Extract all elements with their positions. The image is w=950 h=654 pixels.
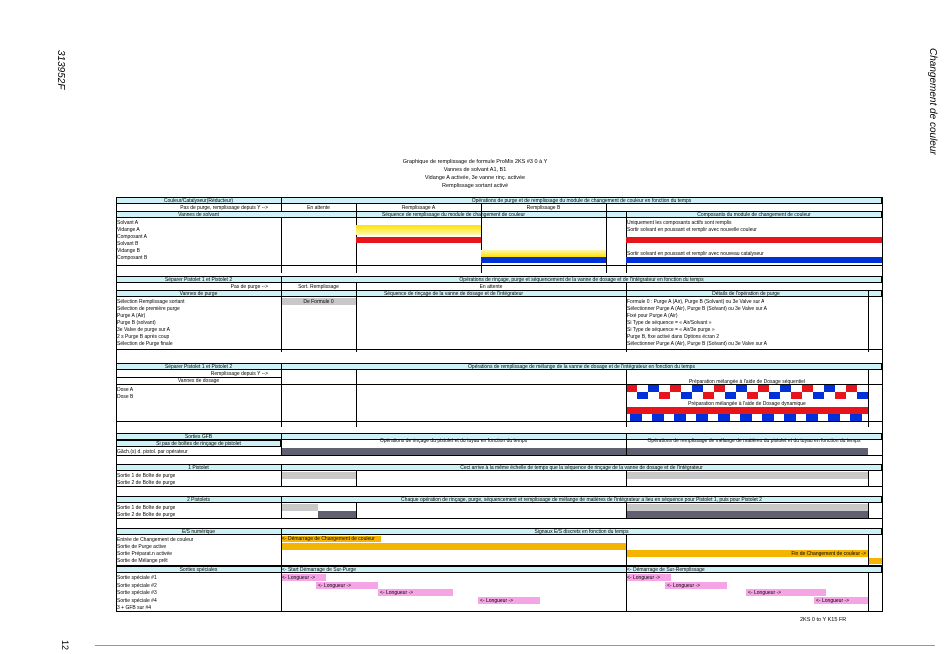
- dose-a-segment: [626, 385, 637, 392]
- fill-chart: Couleur/Catalyseur(Réducteur) Opérations de purge et de remplissage du module de changement de couleur en fonction du temps Pas de purge, remplissage depuis Y --> En attente Remplissage A Remplissage B Vannes de solvant Séquence de remplissage du module de changement de couleur Composants du module de changement de couleur Solvant A Vidange A Composant A Solvant B Vidange B Composant B Uniquement les composants actifs sont remplis Sortir solvant en poussant et remplir avec nouvelle couleur Sortir solvant en poussant et remplir avec nouveau catalyseur Séparer Pistolet 1 et Pistolet 2 Opérations de rinçage, purge et séquencement de la vanne de dosage et de l'intégrateur en fonction du temps Pas de purge --> Sort. Remplissage En attente Vannes de purge Séquence de rinçage de la vanne de dosage et de l'intégrateur Détails de l'opération de purge De Formule 0 Sélection Remplissage sortant Sélection de première purge Purge A (Air) Purge B (solvant) 3e Valve de purge sur A 2 s Purge B après coup Sélection de Purge finale Formule 0 : Purge A (Air), Purge B (Solvant) ou 3e Valve sur A Sélectionner Purge A (Air), Purge B (Solvant) ou 3e Valve sur A Fixé pour Purge A (Air) Si Type de séquence = « Air/Solvant » Si Type de séquence = « Air/3e purge » Purge B, fixe activé dans Options écran 2 Sélectionner Purge A (Air), Purge B (Solvant) ou 3e Valve sur A Séparer Pistolet 1 et Pistolet 2 Opérations de remplissage de mélange de la vanne de dosage et de l'intégrateur en fonction du temps Remplissage depuis Y --> Vannes de dosage Dose A Dose B Préparation mélangée à l'aide de Dosage séquentiel Préparation mélangée à l'aide de Dosage dynamique Sorties GFB Opérations de rinçage du pistolet et du tuyau en fonction du temps Opérations de remplissage de mélange de matières du pistolet et du tuyau en fonction du temps Si pas de boîtes de rinçage de pistolet Gâch.(s) d. pistol. par opérateur 1 Pistolet Ceci arrive à la même échelle de temps que la séquence de rinçage de la vanne de dosage et de l'intégrateur Sortie 1 de Boîte de purge Sortie 2 de Boîte de purge 2 Pistolets Chaque opération de rinçage, purge, séquencement et remplissage de mélange de matières de l'intégrateur a lieu en séquence pour Pistolet 1, puis pour Pistolet 2 Sortie 1 de Boîte de purge Sortie 2 de Boîte de purge E/S numérique Signaux E/S discrets en fonction du temps Entrée de Changement de couleur Sortie de Purge active Sortie Préparat.n activée Sortie de Mélange prêt <- Démarrage de Changement de couleur Fin de Changement de couleur -> Sorties spéciales <- Start Démarrage de Sur-Purge <- Démarrage de Sur-Remplissage Sortie spéciale #1 Sortie spéciale #2 Sortie spéciale #3 Sortie spéciale #4 3 + GFB sur #4 <- Longueur -> <- Longueur -> <- Longueur -> <- Longueur -> <- Longueur -> <- Longueur -> <- Longueur -> <- Longueur ->: [116, 197, 882, 617]
- s1-col-rempl-a: Remplissage A: [401, 204, 436, 211]
- title-line-4: Remplissage sortant activé: [441, 183, 509, 189]
- s1-note-1: Uniquement les composants actifs sont remplis: [627, 220, 732, 226]
- s7-row-2: Sortie de Purge active: [117, 544, 167, 550]
- s5-row-2: Sortie 2 de Boîte de purge: [117, 480, 176, 486]
- dynamic-dose-b-pulse: [784, 414, 796, 421]
- dose-a-segment: [758, 385, 769, 392]
- dose-a-segment: [714, 385, 725, 392]
- s8-row-3: Sortie spéciale #3: [117, 590, 157, 596]
- s3-row-dose-a: Dose A: [117, 387, 134, 393]
- s1-header-right: Opérations de purge et de remplissage du module de changement de couleur en fonction du temps: [471, 197, 692, 204]
- s2-row-6: 2 s Purge B après coup: [117, 334, 170, 340]
- s1-row-composant-a: Composant A: [117, 234, 148, 240]
- s5-bar-1b: [626, 472, 868, 479]
- dose-b-segment: [659, 392, 670, 399]
- s4-row: Gâch.(s) d. pistol. par opérateur: [117, 449, 188, 455]
- s2-note-2: Sélectionner Purge A (Air), Purge B (Solvant) ou 3e Valve sur A: [627, 306, 767, 312]
- s7-row-3: Sortie Préparat.n activée: [117, 551, 173, 557]
- dose-b-segment: [681, 392, 692, 399]
- s8-row-2: Sortie spéciale #2: [117, 582, 157, 589]
- footer-rule: [95, 645, 935, 646]
- s2-row-1: Sélection Remplissage sortant: [117, 299, 185, 305]
- dynamic-dose-b-pulse: [718, 414, 730, 421]
- s7-start-label: <- Démarrage de Changement de couleur: [282, 536, 375, 542]
- s7-row-1: Entrée de Changement de couleur: [117, 537, 194, 543]
- s6-bar-1b: [626, 504, 868, 511]
- dose-a-segment: [736, 385, 747, 392]
- s1-sub-left: Pas de purge, remplissage depuis Y -->: [180, 204, 268, 211]
- s5-header-right: Ceci arrive à la même échelle de temps que la séquence de rinçage de la vanne de dosage et de l'intégrateur: [460, 464, 703, 471]
- s1-composants: Composants du module de changement de couleur: [697, 211, 811, 218]
- s6-row-1: Sortie 1 de Boîte de purge: [117, 505, 176, 511]
- s2-row-5: 3e Valve de purge sur A: [117, 327, 170, 333]
- dynamic-dose-b-pulse: [740, 414, 752, 421]
- s1-header-left: Couleur/Catalyseur(Réducteur): [163, 197, 234, 204]
- s2-sequence: Séquence de rinçage de la vanne de dosage et de l'intégrateur: [383, 290, 524, 297]
- dynamic-dose-b-pulse: [762, 414, 774, 421]
- s2-col-attente: En attente: [479, 283, 503, 290]
- s6-bar-1a: [281, 504, 318, 511]
- s3-header-right: Opérations de remplissage de mélange de la vanne de dosage et de l'intégrateur en fonction du temps: [468, 363, 695, 370]
- s1-bar-composant-b: [481, 257, 606, 263]
- title-line-3: Vidange A activée, 3e vanne rinç. activée: [424, 175, 526, 181]
- dose-b-segment: [703, 392, 714, 399]
- dose-a-segment: [780, 385, 791, 392]
- s8-start-purge: <- Start Démarrage de Sur-Purge: [282, 566, 357, 573]
- s5-row-1: Sortie 1 de Boîte de purge: [117, 473, 176, 479]
- dynamic-dose-b-pulse: [630, 414, 642, 421]
- dose-b-segment: [835, 392, 846, 399]
- s2-note-5: Si Type de séquence = « Air/3e purge »: [627, 327, 715, 333]
- s7-header-right: Signaux E/S discrets en fonction du temps: [534, 528, 629, 535]
- s2-note-7: Sélectionner Purge A (Air), Purge B (Solvant) ou 3e Valve sur A: [627, 341, 767, 347]
- dose-b-segment: [857, 392, 868, 399]
- s1-bar-vidange-b: [481, 250, 606, 257]
- s2-details: Détails de l'opération de purge: [712, 290, 780, 297]
- s5-bar-1a: [281, 472, 356, 479]
- dose-a-segment: [692, 385, 703, 392]
- dynamic-dose-b-pulse: [806, 414, 818, 421]
- s3-sequential-dosing: [626, 385, 868, 399]
- s4-header-right: Opérations de remplissage de mélange de matières du pistolet et du tuyau en fonction du temps: [647, 437, 861, 444]
- s8-row-1: Sortie spéciale #1: [117, 575, 157, 581]
- s7-end-label: Fin de Changement de couleur ->: [791, 551, 866, 557]
- s1-col-rempl-b: Remplissage B: [526, 204, 561, 211]
- s6-bar-2b: [626, 511, 868, 518]
- dynamic-dose-a: [626, 407, 868, 414]
- dose-a-segment: [824, 385, 835, 392]
- dose-b-segment: [637, 392, 648, 399]
- footer-code: 2KS 0 to Y K15 FR: [800, 617, 847, 623]
- s1-note-2: Sortir solvant en poussant et remplir avec nouvelle couleur: [627, 227, 757, 233]
- s4-header-left: Sorties GFB: [184, 433, 213, 440]
- s7-header-left: E/S numérique: [181, 528, 216, 535]
- s7-row-4: Sortie de Mélange prêt: [117, 558, 168, 564]
- dynamic-dose-b-pulse: [674, 414, 686, 421]
- s8-start-fill: <- Démarrage de Sur-Remplissage: [627, 566, 705, 573]
- s4-header-mid: Opérations de rinçage du pistolet et du tuyau en fonction du temps: [379, 437, 528, 444]
- s2-col-sort: Sort. Remplissage: [298, 283, 339, 290]
- section-title: Changement de couleur: [927, 48, 938, 155]
- s2-header-right: Opérations de rinçage, purge et séquencement de la vanne de dosage et de l'intégrateur en fonction du temps: [459, 276, 704, 283]
- s1-row-vidange-b: Vidange B: [117, 248, 140, 254]
- s1-vannes: Vannes de solvant: [178, 211, 219, 218]
- s1-bar-composant-a-right: [626, 237, 882, 243]
- dose-b-segment: [769, 392, 780, 399]
- s4-sub-left: Si pas de boîtes de rinçage de pistolet: [156, 440, 241, 447]
- title-line-2: Vannes de solvant A1, B1: [443, 167, 507, 173]
- s2-formule-label: De Formule 0: [303, 299, 334, 305]
- s2-row-4: Purge B (solvant): [117, 320, 156, 326]
- s1-row-solvant-b: Solvant B: [117, 241, 139, 247]
- dynamic-dose-b-pulse: [696, 414, 708, 421]
- s7-bar-melange: [868, 558, 882, 564]
- s2-row-2: Sélection de première purge: [117, 306, 180, 312]
- title-line-1: Graphique de remplissage de formule ProMix 2KS #3 0 à Y: [402, 159, 548, 165]
- s1-note-3: Sortir solvant en poussant et remplir avec nouveau catalyseur: [627, 251, 764, 257]
- dynamic-dose-b-pulse: [828, 414, 840, 421]
- s3-header-left: Séparer Pistolet 1 et Pistolet 2: [164, 363, 233, 370]
- s2-note-3: Fixé pour Purge A (Air): [627, 313, 678, 319]
- s2-row-7: Sélection de Purge finale: [117, 341, 173, 347]
- s6-header-right: Chaque opération de rinçage, purge, séquencement et remplissage de mélange de matières de l'intégrateur a lieu en séquence pour Pistolet 1, puis pour Pistolet 2: [401, 496, 762, 503]
- s3-dynamic-dosing: [626, 407, 868, 421]
- s1-row-solvant-a: Solvant A: [117, 220, 139, 226]
- s4-bar-gachette: [281, 448, 868, 455]
- s8-row-5: 3 + GFB sur #4: [117, 605, 152, 611]
- dynamic-dose-b-pulse: [850, 414, 862, 421]
- s8-row-4: Sortie spéciale #4: [117, 597, 157, 604]
- s1-bar-composant-b-right: [626, 257, 882, 263]
- s2-vannes: Vannes de purge: [179, 290, 218, 297]
- s1-bar-vidange-a: [356, 225, 481, 235]
- s1-col-en-attente: En attente: [307, 204, 330, 211]
- s3-vannes: Vannes de dosage: [177, 377, 220, 384]
- dose-b-segment: [791, 392, 802, 399]
- s3-dyn-label: Préparation mélangée à l'aide de Dosage dynamique: [688, 400, 806, 407]
- s1-bar-composant-a: [356, 237, 481, 243]
- document-number: 313952F: [55, 50, 66, 90]
- dose-b-segment: [725, 392, 736, 399]
- dose-a-segment: [648, 385, 659, 392]
- dose-b-segment: [747, 392, 758, 399]
- s6-bar-2a: [318, 511, 356, 518]
- s1-sequence: Séquence de remplissage du module de changement de couleur: [381, 211, 526, 218]
- s1-row-composant-b: Composant B: [117, 255, 148, 261]
- dose-b-segment: [813, 392, 824, 399]
- s6-header-left: 2 Pistolets: [186, 496, 211, 503]
- s3-sub-left: Remplissage depuis Y -->: [210, 370, 268, 377]
- dose-a-segment: [670, 385, 681, 392]
- dynamic-dose-b-pulse: [652, 414, 664, 421]
- s3-seq-label: Préparation mélangée à l'aide de Dosage séquentiel: [688, 378, 806, 385]
- chart-titles: [300, 158, 650, 190]
- s2-header-left: Séparer Pistolet 1 et Pistolet 2: [164, 276, 233, 283]
- s2-note-1: Formule 0 : Purge A (Air), Purge B (Solvant) ou 3e Valve sur A: [627, 299, 765, 305]
- s8-header-left: Sorties spéciales: [179, 566, 218, 573]
- s3-row-dose-b: Dose B: [117, 394, 134, 400]
- s7-bar-purge: [281, 543, 626, 550]
- s2-sub-left: Pas de purge -->: [230, 283, 268, 290]
- s5-header-left: 1 Pistolet: [188, 464, 209, 471]
- s2-note-4: Si Type de séquence = « Air/Solvant »: [627, 320, 712, 326]
- s2-row-3: Purge A (Air): [117, 313, 146, 319]
- dose-a-segment: [802, 385, 813, 392]
- s1-row-vidange-a: Vidange A: [117, 227, 140, 233]
- s6-row-2: Sortie 2 de Boîte de purge: [117, 512, 176, 518]
- s2-note-6: Purge B, fixe activé dans Options écran 2: [627, 334, 719, 340]
- dose-a-segment: [846, 385, 857, 392]
